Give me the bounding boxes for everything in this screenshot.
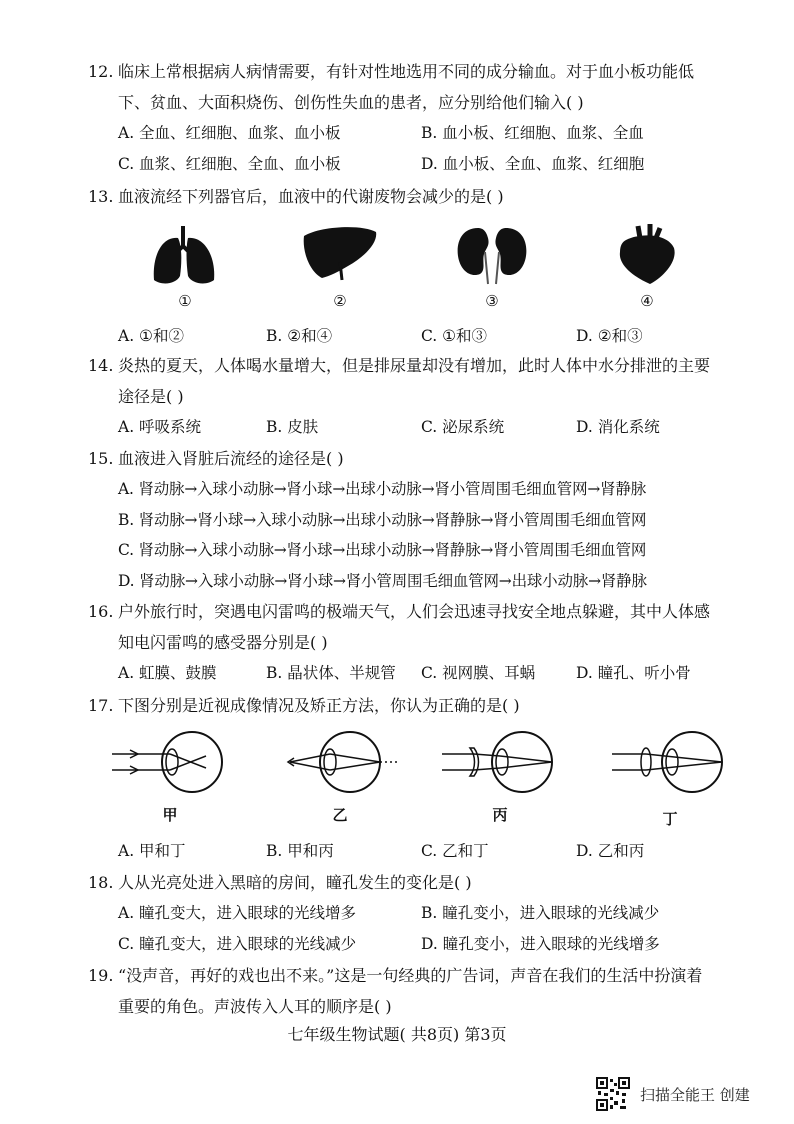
organ-figure [140,222,700,322]
organ-kidneys [447,222,537,310]
option-c[interactable]: C. 血浆、红细胞、全血、血小板 [118,155,341,173]
organ-heart [602,222,692,310]
question-number: 17. [88,696,114,715]
option-d[interactable]: D. 乙和丙 [576,842,645,860]
options-row [88,836,728,867]
option-c[interactable]: C. 瞳孔变大，进入眼球的光线减少 [118,935,357,953]
page-footer: 七年级生物试题( 共8页) 第3页 [287,1025,507,1044]
question-18 [88,867,728,960]
question-number: 12. [88,62,114,81]
option-c[interactable]: C. ①和③ [421,327,488,345]
option-b[interactable]: B. 肾动脉→肾小球→入球小动脉→出球小动脉→肾静脉→肾小管周围毛细血管网 [118,510,647,529]
lungs-icon [148,222,222,288]
question-13 [88,181,728,212]
organ-label: ③ [485,292,499,310]
question-19 [88,960,728,1022]
option-d[interactable]: D. 瞳孔变小，进入眼球的光线增多 [421,935,660,953]
question-number: 13. [88,187,114,206]
organ-label: ④ [640,292,654,310]
question-stem-line: 户外旅行时，突遇电闪雷鸣的极端天气，人们会迅速寻找安全地点躲避，其中人体感 [118,602,711,621]
option-a[interactable]: A. 甲和丁 [118,842,186,860]
eye-icon [440,728,560,798]
question-number: 18. [88,873,114,892]
option-c[interactable]: C. 乙和丁 [421,842,489,860]
eye-icon [110,728,230,798]
option-d[interactable]: D. 肾动脉→入球小动脉→肾小球→肾小管周围毛细血管网→出球小动脉→肾静脉 [118,571,647,590]
options-row [88,321,728,352]
figure-label: 甲 [162,806,178,824]
option-d[interactable]: D. 瞳孔、听小骨 [576,664,691,682]
option-a[interactable]: A. ①和② [118,327,184,345]
option-d[interactable]: D. ②和③ [576,327,643,345]
question-number: 16. [88,602,114,621]
options-row [88,149,728,180]
question-number: 14. [88,356,114,375]
option-a[interactable]: A. 呼吸系统 [118,418,202,436]
question-stem-line: 临床上常根据病人病情需要，有针对性地选用不同的成分输血。对于血小板功能低 [118,62,695,81]
option-b[interactable]: B. 皮肤 [266,418,319,436]
option-d[interactable]: D. 血小板、全血、血浆、红细胞 [421,155,645,173]
eye-icon [280,728,410,798]
organ-liver [295,222,385,310]
question-number: 15. [88,449,114,468]
eye-diagram-bing [440,728,560,825]
organ-label: ② [333,292,347,310]
options-row [88,412,728,443]
question-16 [88,596,728,689]
options-row [88,898,728,929]
question-stem-line: 重要的角色。声波传入人耳的顺序是( ) [118,997,392,1016]
eye-diagram-jia [110,728,230,825]
options-row [88,929,728,960]
scanner-label: 扫描全能王 创建 [640,1085,750,1104]
option-b[interactable]: B. ②和④ [266,327,333,345]
question-15 [88,443,728,596]
eye-figure [110,728,730,828]
question-stem: 血液流经下列器官后，血液中的代谢废物会减少的是( ) [118,187,504,206]
eye-diagram-yi [280,728,400,825]
liver-icon [300,222,380,288]
question-stem-line: “没声音，再好的戏也出不来。”这是一句经典的广告词，声音在我们的生活中扮演着 [118,966,703,985]
option-a[interactable]: A. 全血、红细胞、血浆、血小板 [118,124,341,142]
question-stem: 下图分别是近视成像情况及矫正方法，你认为正确的是( ) [118,696,520,715]
option-a[interactable]: A. 瞳孔变大，进入眼球的光线增多 [118,904,357,922]
option-b[interactable]: B. 甲和丙 [266,842,334,860]
question-12 [88,56,728,180]
question-stem-line: 下、贫血、大面积烧伤、创伤性失血的患者，应分别给他们输入( ) [118,93,584,112]
options-row [88,658,728,689]
scanner-watermark [596,1074,750,1114]
question-stem: 人从光亮处进入黑暗的房间，瞳孔发生的变化是( ) [118,873,472,892]
option-b[interactable]: B. 瞳孔变小，进入眼球的光线减少 [421,904,660,922]
qr-code-icon [596,1077,630,1111]
question-14 [88,350,728,443]
option-c[interactable]: C. 视网膜、耳蜗 [421,664,536,682]
heart-icon [612,222,682,288]
option-c[interactable]: C. 泌尿系统 [421,418,505,436]
question-17 [88,690,728,721]
question-17-options [88,836,728,867]
kidneys-icon [452,222,532,288]
question-stem: 血液进入肾脏后流经的途径是( ) [118,449,344,468]
option-d[interactable]: D. 消化系统 [576,418,660,436]
question-stem-line: 途径是( ) [118,387,184,406]
question-number: 19. [88,966,114,985]
eye-diagram-ding [610,728,730,829]
figure-label: 丙 [492,806,508,824]
option-a[interactable]: A. 虹膜、鼓膜 [118,664,217,682]
option-a[interactable]: A. 肾动脉→入球小动脉→肾小球→出球小动脉→肾小管周围毛细血管网→肾静脉 [118,480,647,498]
question-13-options [88,321,728,352]
option-b[interactable]: B. 晶状体、半规管 [266,664,396,682]
question-stem-line: 知电闪雷鸣的感受器分别是( ) [118,633,328,652]
figure-label: 乙 [332,806,348,824]
eye-icon [610,728,730,798]
question-stem-line: 炎热的夏天，人体喝水量增大，但是排尿量却没有增加，此时人体中水分排泄的主要 [118,356,711,375]
figure-label: 丁 [662,810,678,828]
option-b[interactable]: B. 血小板、红细胞、血浆、全血 [421,124,644,142]
option-c[interactable]: C. 肾动脉→入球小动脉→肾小球→出球小动脉→肾静脉→肾小管周围毛细血管网 [118,541,647,559]
options-row [88,118,728,149]
organ-lungs [140,222,230,310]
organ-label: ① [178,292,192,310]
